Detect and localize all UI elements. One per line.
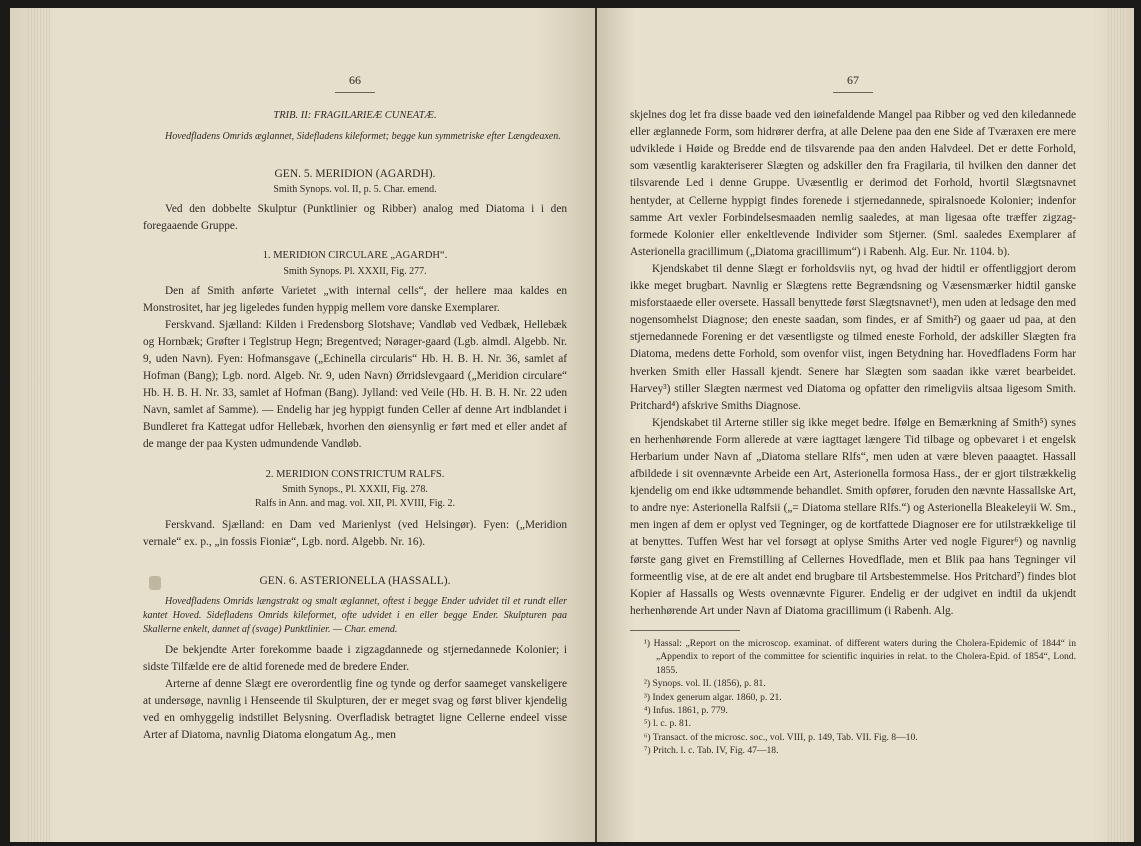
footnotes — [630, 630, 1076, 758]
footnote-7: ⁷) Pritch. l. c. Tab. IV, Fig. 47—18. — [644, 745, 779, 757]
left-page-content — [143, 72, 567, 744]
genus5-reference: Smith Synops. vol. II, p. 5. Char. emend. — [273, 184, 437, 196]
page-edge-lines-right — [1108, 8, 1126, 842]
footnote-3: ³) Index generum algar. 1860, p. 21. — [644, 691, 782, 703]
genus5-heading: GEN. 5. MERIDION (AGARDH). — [274, 168, 436, 181]
footnote-4: ⁴) Infus. 1861, p. 779. — [644, 704, 728, 716]
tribe-description: Hovedfladens Omrids æglannet, Sidefladens kileformet; begge kun symmetriske efter Længdeaxen. — [165, 131, 561, 143]
species2-reference-1: Smith Synops., Pl. XXXII, Fig. 278. — [282, 483, 428, 495]
tribe-heading: TRIB. II: FRAGILARIEÆ CUNEATÆ. — [273, 110, 437, 122]
right-page-content — [630, 72, 1076, 758]
genus6-text-1: De bekjendte Arter forekomme baade i zigzagdannede og stjernedannede Kolonier; i sidste Tilfælde ere de altid forenede med de bredere Ender. — [143, 643, 567, 673]
species1-reference: Smith Synops. Pl. XXXII, Fig. 277. — [283, 265, 427, 277]
species2-localities: Ferskvand. Sjælland: en Dam ved Marienlyst (ved Helsingør). Fyen: („Meridion vernale“ ex. p., „in fossis Fioniæ“, Lgb. nord. Algebb. Nr. 16). — [143, 518, 567, 548]
page-edge-lines — [28, 8, 50, 842]
species2-reference-2: Ralfs in Ann. and mag. vol. XII, Pl. XVIII, Fig. 2. — [255, 497, 455, 509]
footnote-2: ²) Synops. vol. II. (1856), p. 81. — [644, 678, 766, 690]
paragraph-3: Kjendskabet til Arterne stiller sig ikke meget bedre. Ifølge en Bemærkning af Smith⁵) synes en herhenhørende Form allerede at være iagttaget længere Tid tilbage og opbevaret i et engelsk Herbarium under Navn af „Diatoma stellare Rlfs“, men uden at være bleven paaagtet. Hassall afbildede i sit ovennævnte Arbeide een Art, Asterionella formosa Hass., der er gjort tilstrækkelig kjendelig om end ikke udtømmende behandlet. Smith opfører, foruden den nævnte Hassallske Art, to andre nye: Asterionella Ralfsii („= Diatoma stellare Rlfs.“) og Asterionella Bleakeleyii W. Sm., men ingen af dem er oplyst ved Tegninger, og de kortfattede Diagnoser ere for utilstrækkelige til at benyttes. Tuffen West har vel forsøgt at oplyse Smiths Arter ved nogle Figurer⁶) og navnlig første gang givet en Fremstilling af Cellernes Hovedflade, men et Blik paa hans Tegninger vil formeentlig vise, at de ere alt andet end brugbare til Artsbestemmelse. Hos Pritchard⁷) findes blot Kopier af Hassalls og Wests ovennævnte Figurer. Endelig er der udgivet en indtil da ukjendt herhenhørende Art under Navn af Diatoma gracillimum (i Rabenh. Alg. — [630, 416, 1076, 617]
genus5-text: Ved den dobbelte Skulptur (Punktlinier og Ribber) analog med Diatoma i i den foregaaende Gruppe. — [143, 203, 567, 233]
page-number-right: 67 — [630, 72, 1076, 93]
book-spread — [10, 8, 1134, 842]
paragraph-1: skjelnes dog let fra disse baade ved den iøinefaldende Mangel paa Ribber og ved den kiledannede eller æglannede Form, som hidrører derfra, at alle Delene paa den ene Side af Tværaxen ere mere udviklede i Høide og Bredde end de tilsvarende paa den anden Halvdeel. Det er dette Forhold, som væsentlig karakteriserer Slægten og adskiller den fra Fragilaria, til hvilken den danner det tilsvarende Led i denne Gruppe. Uvæsentlig er derimod det Forhold, hvortil Slægtsnavnet hentyder, at Cellerne hyppigt findes forenede i stjernedannede, spiralsnoede Kolonier; indenfor samme Art vexler Forbindelsesmaaden nemlig saaledes, at man ligesaa ofte træffer zigzag-formede Kolonier eller enkeltlevende Individer som Stjerner. (Sml. saaledes Exemplarer af Asterionella gracillimum („Diatoma gracillimum“) i Rabenh. Alg. Eur. Nr. 1104. b). — [630, 109, 1076, 258]
species2-heading: 2. MERIDION CONSTRICTUM RALFS. — [265, 468, 445, 480]
genus6-description: Hovedfladens Omrids længstrakt og smalt æglannet, oftest i begge Ender udvidet til et rundt eller kantet Hoved. Sidefladens Omrids kileformet, ofte udvidet i en eller begge Ender. Skulpturen paa Skallerne enkelt, dannet af (svage) Punktlinier. — Char. emend. — [143, 595, 567, 635]
footnote-5: ⁵) l. c. p. 81. — [644, 718, 692, 730]
footnote-6: ⁶) Transact. of the microsc. soc., vol. VIII, p. 149, Tab. VII. Fig. 8—10. — [644, 731, 918, 743]
left-page — [10, 8, 595, 842]
genus6-text-2: Arterne af denne Slægt ere overordentlig fine og tynde og derfor saameget vanskeligere at undersøge, navnlig i Henseende til Skulpturen, der er meget svag og først bliver kjendelig ved en omhyggelig indstillet Belysning. Overfladisk betragtet ligne Cellerne endeel visse Arter af Diatoma, navnlig Diatoma elongatum Ag., men — [143, 678, 567, 742]
paragraph-2: Kjendskabet til denne Slægt er forholdsviis nyt, og hvad der hidtil er offentliggjort derom ikke meget brugbart. Navnlig er Slægtens rette Begrændsning og Væsensmærker hidtil ganske misforstaaede eller oversete. Hassall benyttede først Slægtsnavnet¹), men uden at ledsage den med nogensomhelst Diagnose; den eneste saadan, som findes, er af Smith²) og gaaer ud paa, at den stjernedannede Forening er det væsentligste og tilmed eneste Forhold, der adskiller Slægten fra Diatoma, medens dette Forhold, som ovenfor viist, ingen Betydning har. Hovedfladens Form har hverken Smith eller Hassall kjendt. Senere har Slægten som saadan ikke været bearbeidet. Harvey³) stiller Slægten nærmest ved Diatoma og opfatter den rimeligviis altsaa ligesom Smith. Pritchard⁴) afskrive Smiths Diagnose. — [630, 262, 1076, 412]
right-page — [597, 8, 1134, 842]
page-number: 66 — [143, 72, 567, 93]
species1-text: Den af Smith anførte Varietet „with internal cells“, der hellere maa kaldes en Monstrositet, har jeg ligeledes funden hyppig mellem vore danske Exemplarer. — [143, 284, 567, 314]
genus6-heading: GEN. 6. ASTERIONELLA (HASSALL). — [259, 574, 451, 587]
footnote-1: ¹) Hassal: „Report on the microscop. examinat. of different waters during the Cholera-Epidemic of 1844“ in „Appendix to report of the committee for scientific inquiries in relat. to the Cholera-Epid. of 1854“, Lond. 1855. — [644, 637, 1076, 676]
species1-heading: 1. MERIDION CIRCULARE „AGARDH“. — [262, 250, 448, 262]
footnote-rule — [630, 630, 740, 631]
species1-localities: Ferskvand. Sjælland: Kilden i Fredensborg Slotshave; Vandløb ved Vedbæk, Hellebæk og Hornbæk; Grøfter i Teglstrup Hegn; Bregentved; Nørager-gaard (Lgb. almdl. Algebb. Nr. 9, uden Navn). Fyen: Hofmansgave („Echinella circularis“ Hb. H. B. H. Nr. 36, samlet af Hofman (Bang); Lgb. nord. Algeb. Nr. 9, uden Navn) Ørridslevgaard („Meridion circulare“ Hb. H. B. H. Nr. 33, samlet af Hofman (Bang). Jylland: ved Veile (Hb. H. B. H. Nr. 22 uden Navn, samlet af Samme). — Endelig har jeg hyppigt funden Celler af denne Art indblandet i Bundleret fra Kattegat udfor Hellebæk, hvorhen den øiensynlig er ført med et eller andet af de mange der paa Kysten udmundende Vandløb. — [143, 318, 567, 451]
